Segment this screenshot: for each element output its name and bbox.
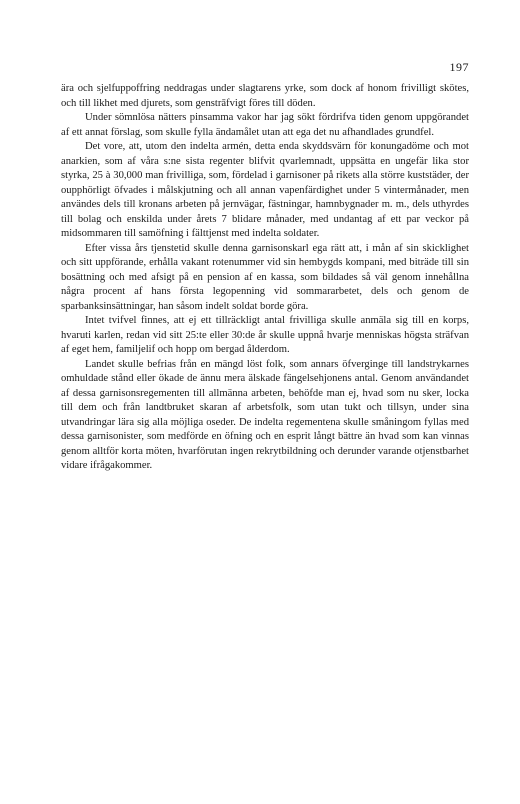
paragraph-2: Under sömnlösa nätters pinsamma vakor har jag sökt fördrifva tiden genom uppgörandet af ett annat förslag, som skulle fylla ändamålet utan att ega det nu afhandlades grundfel. — [61, 112, 469, 138]
paragraph-3: Det vore, att, utom den indelta armén, detta enda skyddsvärn för konungadöme och mot anarkien, som af våra s:ne sista regenter blifvit qvarlemnadt, uppsätta en ungefär lika stor styrka, 25 à 30,000 man frivilliga, som, fördelad i garnisoner på rikets alla större kuststäder, der oupphörligt öfvades i målskjutning och all annan vapenfärdighet under 5 vintermånader, men användes dels till kronans arbeten på jernvägar, fästningar, hamnbygnader m. m., dels uthyrdes till bolag och enskilda under årets 7 blidare månader, med undantag af ett par veckor på midsommaren till samöfning i fälttjenst med indelta soldater. — [61, 141, 469, 239]
paragraph-1: ära och sjelfuppoffring neddragas under slagtarens yrke, som dock af honom frivilligt skötes, och till likhet med djurets, som genstrāfvigt föres till döden. — [61, 83, 469, 109]
paragraph-6: Landet skulle befrias från en mängd löst folk, som annars öfverginge till landstrykarnes omhuldade stånd eller ökade de ännu mera älskade fängelsehjonens antal. Genom användandet af dessa garnisonsregementen till allmänna arbeten, behöfde man ej, hvad som nu sker, locka till dem och från landtbruket skaran af arbetsfolk, som utan tukt och tillsyn, under sina utvandringar lära sig alla möjliga oseder. De indelta regementena skulle småningom fyllas med dessa garnisonister, som medförde en öfning och en esprit långt bättre än hvad som kan vinnas genom alltför korta möten, hvarförutan ingen rekrytbildning och derunder varande otjenstbarhet vidare ifrågakommer. — [61, 358, 469, 471]
paragraph-4: Efter vissa års tjenstetid skulle denna garnisonskarl ega rätt att, i mån af sin skicklighet och sitt uppförande, erhålla vakant rotenummer vid sin hembygds kompani, med biträde till sin bosättning och med afsigt på en pension af en kassa, som bildades så väl genom innehållna några procent af hans första legopenning vid sommararbetet, dels och genom de sparbanksinsättningar, han såsom indelt soldat borde göra. — [61, 242, 469, 312]
body-text — [61, 82, 469, 474]
page-number: 197 — [449, 60, 469, 74]
paragraph-5: Intet tvifvel finnes, att ej ett tillräckligt antal frivilliga skulle anmäla sig till en korps, hvaruti karlen, redan vid sitt 25:te eller 30:de år skulle uppnå hvarje menniskas högsta sträfvan af eget hem, familjelif och hopp om bergad ålderdom. — [61, 315, 469, 355]
